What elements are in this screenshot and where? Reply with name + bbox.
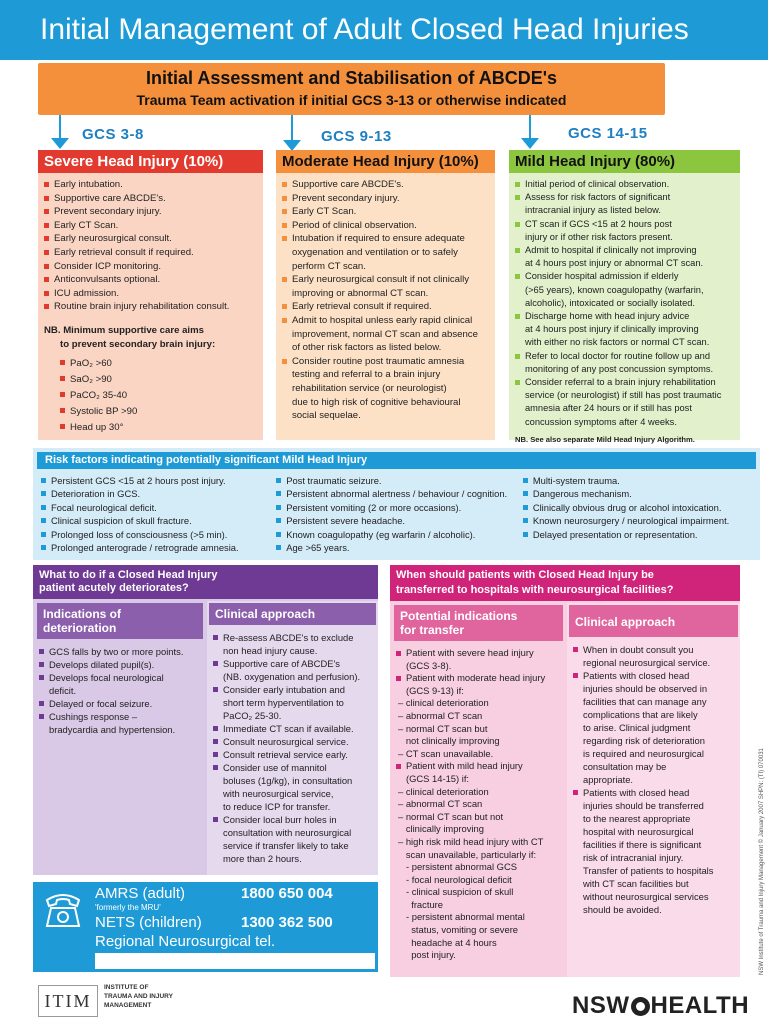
transfer-heading-line2: transferred to hospitals with neurosurgical facilities? [396, 584, 674, 596]
severe-target-item: SaO₂ >90 [60, 372, 257, 388]
severe-target-item: PaCO₂ 35-40 [60, 388, 257, 404]
severe-list-item: Early neurosurgical consult. [44, 232, 257, 246]
risk-item: Known coagulopathy (eg warfarin / alcoholic). [276, 528, 517, 541]
risk-item: Post traumatic seizure. [276, 474, 517, 487]
mild-list-item: Consider referral to a brain injury rehabilitation [515, 376, 734, 389]
nsw-health-logo-left: NSW [572, 992, 630, 1019]
transfer-approach-item: to arise. Clinical judgment [583, 722, 691, 733]
deterioration-approach-item: Re-assess ABCDE's to exclude [213, 631, 374, 644]
deterioration-heading [33, 565, 378, 599]
deterioration-approach-item: Supportive care of ABCDE's [213, 657, 374, 670]
transfer-indication-item: - persistent abnormal mental [406, 911, 525, 923]
deterioration-approach-item: non head injury cause. [223, 645, 318, 656]
risk-item: Persistent severe headache. [276, 514, 517, 527]
moderate-list-item: rehabilitation service (or neurologist) [292, 382, 447, 394]
transfer-heading [390, 565, 740, 601]
transfer-indication-item: - focal neurological deficit [406, 873, 512, 885]
transfer-approach-item: regional neurosurgical service. [583, 657, 711, 668]
risk-item: Delayed presentation or representation. [523, 528, 752, 541]
mild-column [509, 150, 740, 444]
risk-item: Multi-system trauma. [523, 474, 752, 487]
nsw-waratah-icon [631, 997, 650, 1016]
moderate-list-item: of other risk factors as listed below. [292, 342, 442, 354]
transfer-indication-item: – clinical deterioration [398, 785, 489, 797]
moderate-list-item: Admit to hospital unless early rapid clinical [282, 314, 489, 328]
transfer-indications-heading-line1: Potential indications [400, 609, 518, 623]
risk-item: Persistent GCS <15 at 2 hours post injury. [41, 474, 270, 487]
transfer-approach-column [567, 603, 740, 977]
deterioration-approach-item: Consider use of mannitol [213, 761, 374, 774]
risk-item: Persistent abnormal alertness / behaviour / cognition. [276, 487, 517, 500]
transfer-heading-line1: When should patients with Closed Head Injury be [396, 569, 654, 581]
telephone-icon [43, 888, 83, 932]
transfer-indications-heading-line2: for transfer [400, 623, 465, 637]
transfer-approach-item: consultation may be [583, 761, 667, 772]
transfer-approach-item: with CT scan facilities but [583, 878, 689, 889]
transfer-indication-item: (GCS 3-8). [406, 659, 452, 671]
moderate-list-item: oxygenation and ventilation or to safely [292, 246, 458, 258]
deterioration-approach-item: service if transfer likely to take [223, 840, 349, 851]
transfer-indication-item: – normal CT scan but [398, 722, 488, 734]
deterioration-approach-item: (NB. oxygenation and perfusion). [223, 671, 361, 682]
transfer-approach-item: to the nearest appropriate [583, 813, 691, 824]
severe-target-item: Systolic BP >90 [60, 404, 257, 420]
transfer-indication-item: - clinical suspicion of skull [406, 886, 514, 898]
deterioration-approach-item: Consider early intubation and [213, 683, 374, 696]
moderate-list-item: improving or abnormal CT scan. [292, 287, 429, 299]
itim-name [104, 983, 173, 1010]
severe-nb-line1: NB. Minimum supportive care aims [44, 324, 204, 336]
transfer-indications-heading [394, 605, 563, 641]
transfer-indication-item: post injury. [406, 949, 456, 961]
itim-logo-text: ITIM [44, 991, 92, 1011]
transfer-approach-item: should be avoided. [583, 904, 662, 915]
mild-list-item: Admit to hospital if clinically not improving [515, 244, 734, 257]
transfer-indication-item: status, vomiting or severe [406, 924, 519, 936]
risk-item: Focal neurological deficit. [41, 501, 270, 514]
arrow-mild-line [529, 115, 531, 139]
deterioration-approach-item: Immediate CT scan if available. [213, 722, 374, 735]
arrow-severe-head [51, 138, 69, 149]
transfer-approach-heading: Clinical approach [569, 605, 738, 637]
severe-list-item: Early CT Scan. [44, 219, 257, 233]
mild-list-item: (>65 years), known coagulopathy (warfarin, [525, 284, 704, 295]
moderate-list-item: Early retrieval consult if required. [282, 300, 489, 314]
transfer-approach-item: appropriate. [583, 774, 634, 785]
risk-column-2 [270, 474, 517, 554]
nsw-health-logo [572, 992, 749, 1020]
mild-list-item: at 4 hours post injury if clinically improving [525, 324, 699, 335]
transfer-indication-item: (GCS 9-13) if: [406, 684, 464, 696]
deterioration-approach-item: consultation with neurosurgical [223, 827, 352, 838]
deterioration-heading-line2: patient acutely deteriorates? [39, 582, 189, 594]
deterioration-heading-line1: What to do if a Closed Head Injury [39, 569, 218, 581]
moderate-list-item: testing and referral to a brain injury [292, 369, 441, 381]
risk-item: Dangerous mechanism. [523, 487, 752, 500]
risk-item: Clinically obvious drug or alcohol intoxication. [523, 501, 752, 514]
severe-column [38, 150, 263, 440]
transfer-approach-list [567, 637, 740, 916]
moderate-list-item: Prevent secondary injury. [282, 192, 489, 206]
deterioration-indication-item: Develops dilated pupil(s). [39, 658, 201, 671]
severe-target-item: PaO₂ >60 [60, 356, 257, 372]
transfer-approach-item: Patients with closed head [573, 786, 736, 799]
deterioration-approach-column [207, 601, 378, 875]
moderate-column [276, 150, 495, 440]
arrow-mild-head [521, 138, 539, 149]
severe-list-item: Early intubation. [44, 178, 257, 192]
assessment-subtitle: Trauma Team activation if initial GCS 3-13 or otherwise indicated [136, 92, 567, 108]
risk-item: Prolonged anterograde / retrograde amnesia. [41, 541, 270, 554]
transfer-approach-item: facilities if there is significant [583, 839, 702, 850]
severe-list-item: ICU admission. [44, 287, 257, 301]
mild-list-item: alcoholic), intoxicated or socially isolated. [525, 297, 696, 308]
risk-item: Clinical suspicion of skull fracture. [41, 514, 270, 527]
nets-number: 1300 362 500 [241, 914, 333, 931]
transfer-indication-item: - persistent abnormal GCS [406, 861, 517, 873]
deterioration-indication-item: Develops focal neurological [39, 671, 201, 684]
side-credit: NSW Institute of Trauma and Injury Management © January 2007 SHPN: (TI) 070031 [759, 748, 765, 975]
mild-list-item: Discharge home with head injury advice [515, 310, 734, 323]
severe-list-item: Anticonvulsants optional. [44, 273, 257, 287]
transfer-indication-item: – normal CT scan but not [398, 810, 504, 822]
transfer-indications-column [390, 603, 565, 977]
moderate-list-item: Intubation if required to ensure adequate [282, 232, 489, 246]
mild-list-item: injury or if other risk factors present. [525, 231, 673, 242]
transfer-indication-item: Patient with moderate head injury [396, 672, 561, 685]
moderate-list-item: Supportive care ABCDE's. [282, 178, 489, 192]
moderate-list-item: due to high risk of cognitive behavioural [292, 396, 461, 408]
risk-item: Prolonged loss of consciousness (>5 min). [41, 528, 270, 541]
deterioration-approach-item: Consider local burr holes in [213, 813, 374, 826]
deterioration-approach-item: to reduce ICP for transfer. [223, 801, 331, 812]
mild-list-item: Assess for risk factors of significant [515, 191, 734, 204]
transfer-approach-item: injuries should be observed in [583, 683, 708, 694]
transfer-approach-item: hospital with neurosurgical [583, 826, 694, 837]
assessment-title: Initial Assessment and Stabilisation of ABCDE's [145, 68, 558, 88]
deterioration-indication-item: deficit. [49, 685, 77, 696]
transfer-indication-item: – abnormal CT scan [398, 798, 483, 810]
deterioration-approach-heading: Clinical approach [209, 603, 376, 625]
transfer-indication-item: headache at 4 hours [406, 936, 497, 948]
risk-item: Persistent vomiting (2 or more occasions). [276, 501, 517, 514]
gcs-moderate-label: GCS 9-13 [321, 128, 392, 145]
severe-list-item: Supportive care ABCDE's. [44, 192, 257, 206]
page-title: Initial Management of Adult Closed Head Injuries [0, 0, 768, 60]
severe-nb-line2: to prevent secondary brain injury: [60, 338, 216, 350]
risk-item: Deterioration in GCS. [41, 487, 270, 500]
nets-label: NETS (children) [95, 914, 202, 931]
deterioration-approach-item: more than 2 hours. [223, 853, 302, 864]
transfer-indication-item: – CT scan unavailable. [398, 747, 494, 759]
moderate-list-item: perform CT scan. [292, 260, 366, 272]
regional-phone-field[interactable] [95, 953, 375, 969]
deterioration-indication-item: bradycardia and hypertension. [49, 724, 176, 735]
amrs-number: 1800 650 004 [241, 885, 333, 902]
transfer-indication-item: – abnormal CT scan [398, 709, 483, 721]
transfer-approach-item: facilities that can manage any [583, 696, 707, 707]
gcs-mild-label: GCS 14-15 [568, 125, 648, 142]
transfer-approach-item: injuries should be transferred [583, 800, 704, 811]
transfer-approach-item: without neurosurgical services [583, 891, 709, 902]
gcs-severe-label: GCS 3-8 [82, 126, 144, 143]
transfer-indication-item: scan unavailable, particularly if: [398, 848, 537, 860]
assessment-banner [38, 63, 665, 115]
amrs-label: AMRS (adult) [95, 885, 186, 902]
deterioration-approach-item: boluses (1g/kg), in consultation [223, 775, 353, 786]
mild-list-item: intracranial injury as listed below. [525, 205, 661, 216]
transfer-indications-list [390, 641, 565, 962]
moderate-list-item: Period of clinical observation. [282, 219, 489, 233]
severe-target-item: Head up 30° [60, 420, 257, 436]
transfer-indication-item: fracture [406, 898, 443, 910]
moderate-list-item: Early CT Scan. [282, 205, 489, 219]
severe-targets-list [60, 356, 257, 436]
indications-deterioration-column [33, 601, 205, 875]
mild-list-item: at 4 hours post injury or abnormal CT scan. [525, 258, 704, 269]
mild-heading: Mild Head Injury (80%) [509, 150, 740, 173]
transfer-indication-item: Patient with mild head injury [396, 760, 561, 773]
mild-list-item: Initial period of clinical observation. [515, 178, 734, 191]
transfer-approach-item: is required and neurosurgical [583, 748, 704, 759]
itim-name-line2: TRAUMA AND INJURY [104, 993, 173, 1000]
mild-list-item: CT scan if GCS <15 at 2 hours post [515, 218, 734, 231]
severe-list-item: Early retrieval consult if required. [44, 246, 257, 260]
mild-list-item: Consider hospital admission if elderly [515, 270, 734, 283]
deterioration-indication-item: Cushings response – [39, 710, 201, 723]
transfer-approach-item: risk of intracranial injury. [583, 852, 684, 863]
transfer-indication-item: Patient with severe head injury [396, 647, 561, 660]
deterioration-approach-item: Consult retrieval service early. [213, 748, 374, 761]
deterioration-indication-item: GCS falls by two or more points. [39, 645, 201, 658]
mild-list-item: amnesia after 24 hours or if still has post [525, 403, 692, 414]
itim-name-line1: INSTITUTE OF [104, 984, 149, 991]
deterioration-indication-item: Delayed or focal seizure. [39, 697, 201, 710]
deterioration-approach-list [207, 625, 378, 865]
regional-label: Regional Neurosurgical tel. [95, 933, 276, 950]
arrow-moderate-line [291, 115, 293, 141]
nsw-health-logo-right: HEALTH [650, 992, 750, 1019]
arrow-severe-line [59, 115, 61, 139]
severe-list-item: Prevent secondary injury. [44, 205, 257, 219]
moderate-list-item: Consider routine post traumatic amnesia [282, 355, 489, 369]
severe-list [44, 178, 257, 314]
deterioration-approach-item: short term hyperventilation to [223, 697, 344, 708]
indications-deterioration-heading: Indications of deterioration [37, 603, 203, 639]
moderate-heading: Moderate Head Injury (10%) [276, 150, 495, 173]
severe-list-item: Routine brain injury rehabilitation consult. [44, 300, 257, 314]
severe-heading: Severe Head Injury (10%) [38, 150, 263, 173]
risk-column-3 [517, 474, 752, 554]
transfer-indication-item: (GCS 14-15) if: [406, 772, 470, 784]
risk-item: Age >65 years. [276, 541, 517, 554]
transfer-indication-item: – high risk mild head injury with CT [398, 835, 544, 847]
contact-panel [33, 882, 378, 972]
risk-item: Known neurosurgery / neurological impairment. [523, 514, 752, 527]
moderate-list-item: Early neurosurgical consult if not clinically [282, 273, 489, 287]
mild-list [515, 178, 734, 429]
itim-logo [38, 985, 98, 1017]
risk-column-1 [41, 474, 270, 554]
moderate-list-item: social sequelae. [292, 410, 361, 422]
transfer-indication-item: – clinical deterioration [398, 697, 489, 709]
deterioration-approach-item: Consult neurosurgical service. [213, 735, 374, 748]
deterioration-approach-item: PaCO₂ 25-30. [223, 710, 282, 721]
transfer-approach-item: When in doubt consult you [573, 643, 736, 656]
mild-list-item: monitoring of any post concussion symptoms. [525, 363, 714, 374]
transfer-approach-item: regarding risk of deterioration [583, 735, 705, 746]
transfer-indication-item: not clinically improving [398, 735, 500, 747]
deterioration-approach-item: with neurosurgical service, [223, 788, 334, 799]
risk-heading: Risk factors indicating potentially significant Mild Head Injury [37, 452, 756, 469]
moderate-list [282, 178, 489, 423]
mild-list-item: concussion symptoms after 4 weeks. [525, 416, 677, 427]
transfer-approach-item: Patients with closed head [573, 669, 736, 682]
transfer-approach-item: Transfer of patients to hospitals [583, 865, 714, 876]
transfer-approach-item: complications that are likely [583, 709, 698, 720]
deterioration-panel [33, 565, 378, 875]
moderate-list-item: improvement, normal CT scan and absence [292, 328, 478, 340]
transfer-panel [390, 565, 740, 977]
mild-nb: NB. See also separate Mild Head Injury Algorithm. [515, 434, 695, 444]
indications-deterioration-list [33, 639, 205, 736]
amrs-note: 'formerly the MRU' [95, 903, 161, 912]
severe-list-item: Consider ICP monitoring. [44, 260, 257, 274]
risk-factors-panel [33, 448, 760, 560]
transfer-indication-item: clinically improving [398, 823, 484, 835]
mild-list-item: Refer to local doctor for routine follow up and [515, 350, 734, 363]
mild-list-item: with either no risk factors or normal CT scan. [525, 337, 710, 348]
itim-name-line3: MANAGEMENT [104, 1002, 152, 1009]
mild-list-item: service (or neurologist) if still has post traumatic [525, 390, 722, 401]
